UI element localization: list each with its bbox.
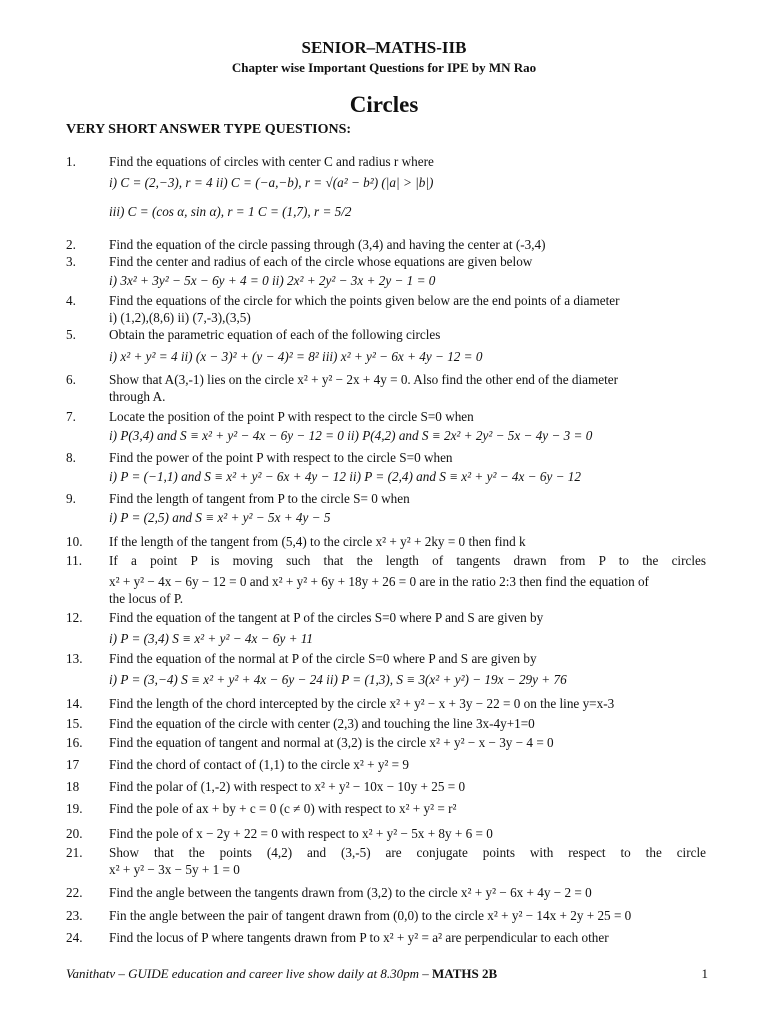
document-title: SENIOR–MATHS-IIB: [301, 38, 467, 57]
question-text: Find the equation of tangent and normal at (3,2) is the circle x² + y² − x − 3y − 4 = 0: [109, 735, 554, 750]
question-number: 14.: [66, 696, 83, 711]
question-subparts: iii) C = (cos α, sin α), r = 1 C = (1,7), r = 5/2: [109, 204, 352, 219]
question-number: 11.: [66, 553, 82, 568]
question-text: Find the equation of the circle with center (2,3) and touching the line 3x-4y+1=0: [109, 716, 535, 731]
question-text: Find the chord of contact of (1,1) to the circle x² + y² = 9: [109, 757, 410, 772]
footer-text: [66, 966, 497, 981]
question-9: [66, 490, 706, 526]
question-text-cont: x² + y² − 4x − 6y − 12 = 0 and x² + y² + 6y + 18y + 26 = 0 are in the ratio 2:3 then find the equation of: [109, 574, 649, 589]
question-number: 24.: [66, 930, 83, 945]
section-heading: VERY SHORT ANSWER TYPE QUESTIONS:: [66, 122, 352, 137]
question-number: 8.: [66, 450, 76, 465]
question-number: 4.: [66, 293, 76, 308]
question-number: 23.: [66, 908, 83, 923]
footer-subject: MATHS 2B: [432, 966, 498, 981]
question-text: If the length of the tangent from (5,4) to the circle x² + y² + 2ky = 0 then find k: [109, 534, 526, 549]
question-12: [66, 609, 706, 647]
question-4: [66, 292, 706, 326]
question-text: Find the power of the point P with respect to the circle S=0 when: [109, 450, 453, 465]
question-16: [66, 734, 706, 751]
question-number: 7.: [66, 409, 76, 424]
question-number: 5.: [66, 327, 76, 342]
question-number: 10.: [66, 534, 83, 549]
question-text: Find the pole of x − 2y + 22 = 0 with respect to x² + y² − 5x + 8y + 6 = 0: [109, 826, 493, 841]
question-text: Find the equation of the normal at P of the circle S=0 where P and S are given by: [109, 651, 537, 666]
page-number: 1: [701, 966, 708, 981]
question-5: [66, 326, 706, 365]
question-24: [66, 929, 706, 946]
question-number: 21.: [66, 845, 83, 860]
question-text-cont: x² + y² − 3x − 5y + 1 = 0: [109, 862, 240, 877]
question-11: [66, 552, 706, 607]
question-text: Find the equations of circles with center C and radius r where: [109, 154, 434, 169]
question-subparts: i) x² + y² = 4 ii) (x − 3)² + (y − 4)² = 8² iii) x² + y² − 6x + 4y − 12 = 0: [109, 349, 483, 364]
question-text: Find the center and radius of each of the circle whose equations are given below: [109, 254, 533, 269]
question-3: [66, 253, 706, 289]
question-6: [66, 371, 706, 405]
question-number: 3.: [66, 254, 76, 269]
question-subparts: i) (1,2),(8,6) ii) (7,-3),(3,5): [109, 310, 251, 325]
question-subparts: i) P = (2,5) and S ≡ x² + y² − 5x + 4y − 5: [109, 510, 331, 525]
question-text-cont: through A.: [109, 389, 166, 404]
question-subparts: i) P = (3,4) S ≡ x² + y² − 4x − 6y + 11: [109, 631, 313, 646]
question-20: [66, 825, 706, 842]
question-text: Find the equation of the tangent at P of the circles S=0 where P and S are given by: [109, 610, 544, 625]
question-number: 9.: [66, 491, 76, 506]
question-14: [66, 695, 706, 712]
question-text: Show that A(3,-1) lies on the circle x² + y² − 2x + 4y = 0. Also find the other end of the diameter: [109, 372, 619, 387]
question-number: 15.: [66, 716, 83, 731]
question-15: [66, 715, 706, 732]
question-text-cont: the locus of P.: [109, 591, 183, 606]
question-text: Find the length of tangent from P to the circle S= 0 when: [109, 491, 410, 506]
question-text: Find the equation of the circle passing through (3,4) and having the center at (-3,4): [109, 237, 546, 252]
question-subparts: i) P = (3,−4) S ≡ x² + y² + 4x − 6y − 24 ii) P = (1,3), S ≡ 3(x² + y²) − 19x − 29y + 76: [109, 672, 567, 687]
question-number: 20.: [66, 826, 83, 841]
footer-promo: Vanithatv – GUIDE education and career live show daily at 8.30pm –: [66, 966, 429, 981]
question-10: [66, 533, 706, 550]
question-text: Find the locus of P where tangents drawn from P to x² + y² = a² are perpendicular to each other: [109, 930, 609, 945]
question-text: Find the equations of the circle for which the points given below are the end points of a diameter: [109, 293, 620, 308]
question-text: Find the length of the chord intercepted by the circle x² + y² − x + 3y − 22 = 0 on the line y=x-3: [109, 696, 615, 711]
question-number: 12.: [66, 610, 83, 625]
question-text: If a point P is moving such that the length of tangents drawn from P to the circles: [109, 553, 706, 568]
question-number: 1.: [66, 154, 76, 169]
question-number: 13.: [66, 651, 83, 666]
question-number: 18: [66, 779, 80, 794]
question-text: Find the angle between the tangents drawn from (3,2) to the circle x² + y² − 6x + 4y − 2 = 0: [109, 885, 592, 900]
question-subparts: i) C = (2,−3), r = 4 ii) C = (−a,−b), r = √(a² − b²) (|a| > |b|): [109, 175, 434, 190]
question-13: [66, 650, 706, 688]
question-2: [66, 236, 706, 253]
question-1: [66, 153, 706, 220]
question-text: Obtain the parametric equation of each of the following circles: [109, 327, 441, 342]
question-7: [66, 408, 706, 444]
question-number: 19.: [66, 801, 83, 816]
question-19: [66, 800, 706, 817]
question-23: [66, 907, 706, 924]
chapter-heading: Circles: [349, 92, 419, 117]
question-18: [66, 778, 706, 795]
question-text: Locate the position of the point P with respect to the circle S=0 when: [109, 409, 474, 424]
question-subparts: i) 3x² + 3y² − 5x − 6y + 4 = 0 ii) 2x² + 2y² − 3x + 2y − 1 = 0: [109, 273, 436, 288]
question-text: Find the polar of (1,-2) with respect to x² + y² − 10x − 10y + 25 = 0: [109, 779, 466, 794]
question-number: 17: [66, 757, 80, 772]
question-subparts: i) P = (−1,1) and S ≡ x² + y² − 6x + 4y − 12 ii) P = (2,4) and S ≡ x² + y² − 4x − 6y − 12: [109, 469, 581, 484]
document-subtitle: Chapter wise Important Questions for IPE by MN Rao: [231, 60, 537, 75]
question-17: [66, 756, 706, 773]
question-text: Find the pole of ax + by + c = 0 (c ≠ 0) with respect to x² + y² = r²: [109, 801, 457, 816]
page-footer: [66, 966, 708, 982]
question-22: [66, 884, 706, 901]
question-text: Show that the points (4,2) and (3,-5) are conjugate points with respect to the circle: [109, 845, 706, 860]
question-21: [66, 844, 706, 878]
question-text: Fin the angle between the pair of tangent drawn from (0,0) to the circle x² + y² − 14x + 2y + 25 = 0: [109, 908, 632, 923]
question-8: [66, 449, 706, 485]
question-subparts: i) P(3,4) and S ≡ x² + y² − 4x − 6y − 12 = 0 ii) P(4,2) and S ≡ 2x² + 2y² − 5x − 4y − 3 = 0: [109, 428, 593, 443]
question-number: 6.: [66, 372, 76, 387]
question-number: 2.: [66, 237, 76, 252]
question-number: 16.: [66, 735, 83, 750]
question-number: 22.: [66, 885, 83, 900]
